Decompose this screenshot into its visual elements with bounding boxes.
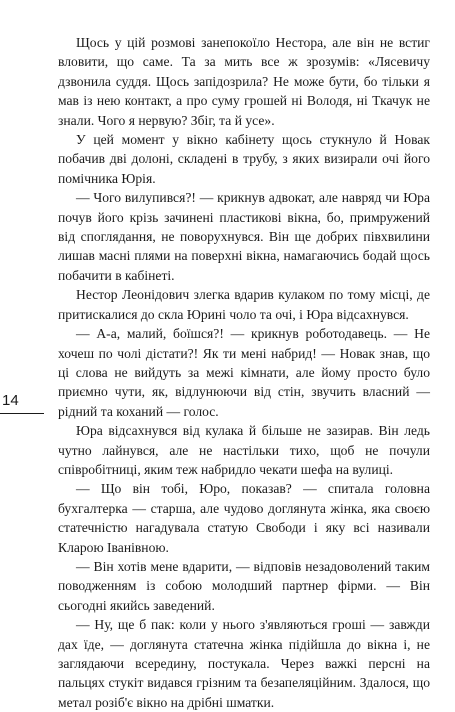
paragraph-2: У цей момент у вікно кабінету щось стукнуло й Новак побачив дві долоні, складені в трубу, з яких визирали очі його помічника Юрія. [58, 132, 430, 186]
paragraph-4: Нестор Леонідович злегка вдарив кулаком по тому місці, де притискалися до скла Юрині чоло та очі, і Юра відсахнувся. [58, 287, 430, 322]
paragraph-1: Щось у цій розмові занепокоїло Нестора, але він не встиг вловити, що саме. Та за мить все ж зрозумів: «Лясевичу дзвонила суддя. Щось запідозрила? Не може бути, бо тільки я мав із нею контакт, а про суму грошей ні Володя, ні Ткачук не знали. Чого я нервую? Збіг, та й усе». [58, 35, 430, 128]
body-text [58, 33, 430, 712]
page-number-rule [0, 413, 44, 414]
paragraph-5: — А-а, малий, боїшся?! — крикнув роботодавець. — Не хочеш по чолі дістати?! Як ти мені набрид! — Новак знав, що ці слова не вийдуть за межі кімнати, але йому просто було приємно чути, як, відлунюючи від стін, звучить власний — рідний та коханий — голос. [58, 326, 430, 419]
paragraph-6: Юра відсахнувся від кулака й більше не зазирав. Він ледь чутно лайнувся, але не настільки тихо, щоб не почули співробітниці, яким теж набридло чекати шефа на вулиці. [58, 423, 430, 477]
paragraph-8: — Він хотів мене вдарити, — відповів незадоволений таким поводженням із собою молодший партнер фірми. — Він сьогодні якийсь заведений. [58, 558, 430, 613]
paragraph-3: — Чого вилупився?! — крикнув адвокат, але навряд чи Юра почув його крізь зачинені пластикові вікна, бо, примружений від споглядання, не поворухнувся. Він ще добрих півхвилини лишав масні плями на поверхні вікна, намагаючись бодай щось побачити в кабінеті. [58, 190, 430, 283]
page-number: 14 [2, 392, 19, 409]
paragraph-9: — Ну, ще б пак: коли у нього з'являються гроші — завжди дах їде, — доглянута статечна жінка підійшла до вікна і, не заглядаючи всередину, постукала. Через важкі персні на пальцях стукіт видався грізним та безапеляційним. Здалося, що метал розіб'є вікно на дрібні шматки. [58, 617, 430, 710]
paragraph-7: — Що він тобі, Юро, показав? — спитала головна бухгалтерка — старша, але чудово доглянута жінка, яка своєю статечністю нагадувала статую Свободи і яку всі називали Кларою Іванівною. [58, 481, 430, 555]
